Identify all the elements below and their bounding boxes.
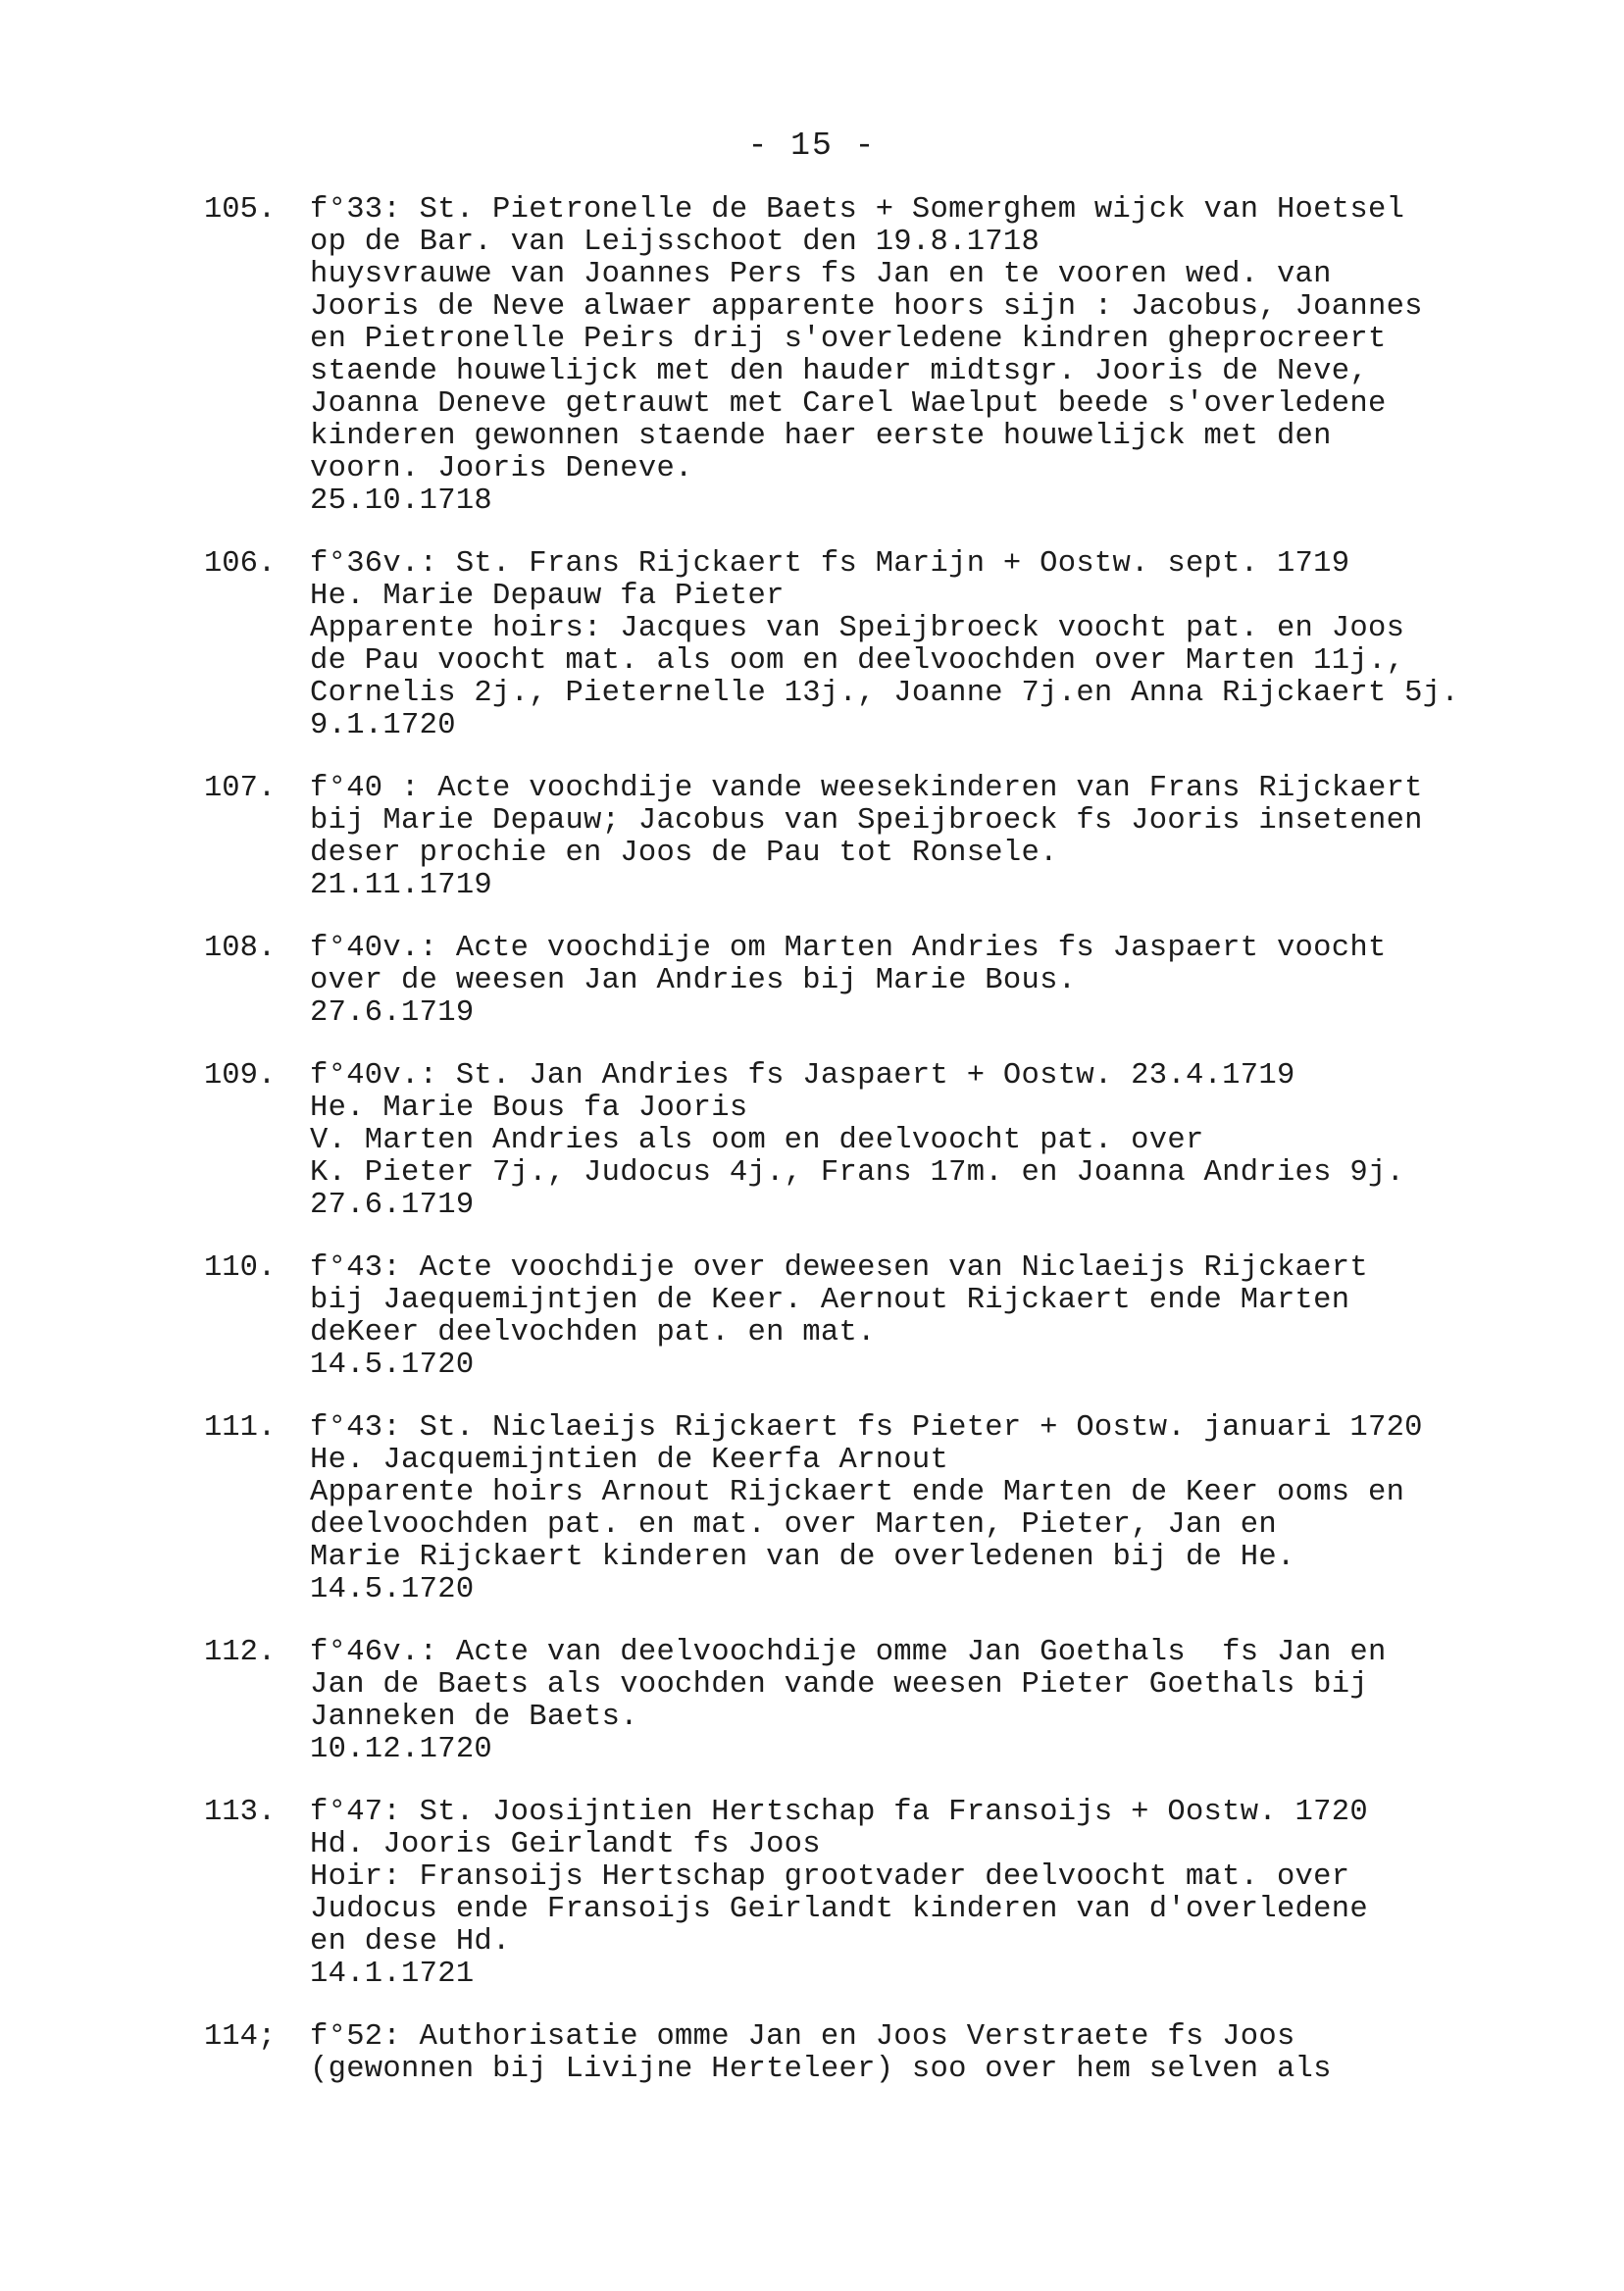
entry [204, 933, 1557, 1030]
entry-line: Jan de Baets als voochden vande weesen Pieter Goethals bij [310, 1668, 1368, 1702]
entry-number: 108. [204, 932, 277, 965]
entry-line: deser prochie en Joos de Pau tot Ronsele. [310, 837, 1058, 870]
entry [204, 773, 1557, 902]
entry [204, 2021, 1557, 2086]
entry-line: 14.5.1720 [310, 1349, 475, 1382]
entry-line: kinderen gewonnen staende haer eerste houwelijck met den [310, 420, 1332, 453]
entry-line: over de weesen Jan Andries bij Marie Bous. [310, 964, 1077, 997]
entry-line: He. Marie Depauw fa Pieter [310, 580, 785, 613]
entry-line: op de Bar. van Leijsschoot den 19.8.1718 [310, 226, 1040, 259]
entry-line: en dese Hd. [310, 1925, 511, 1959]
entry-line: Hd. Jooris Geirlandt fs Joos [310, 1828, 821, 1861]
entry [204, 548, 1557, 742]
page-number: - 15 - [747, 127, 877, 164]
entry-line: Cornelis 2j., Pieternelle 13j., Joanne 7j.en Anna Rijckaert 5j. [310, 677, 1459, 710]
entry-line: V. Marten Andries als oom en deelvoocht pat. over [310, 1124, 1204, 1157]
entry-number: 110. [204, 1251, 277, 1285]
entry-line: 10.12.1720 [310, 1733, 493, 1766]
entry-line: (gewonnen bij Livijne Herteleer) soo over hem selven als [310, 2053, 1332, 2086]
entry-line: f°40v.: Acte voochdije om Marten Andries fs Jaspaert voocht [310, 932, 1387, 965]
entry-line: deelvoochden pat. en mat. over Marten, Pieter, Jan en [310, 1508, 1277, 1542]
entry-line: de Pau voocht mat. als oom en deelvoochden over Marten 11j., [310, 644, 1405, 678]
entry-line: Janneken de Baets. [310, 1701, 638, 1734]
entry-line: Judocus ende Fransoijs Geirlandt kinderen van d'overledene [310, 1893, 1368, 1926]
entry-line: He. Marie Bous fa Jooris [310, 1092, 748, 1125]
entry-number: 114; [204, 2020, 277, 2054]
entry-line: Marie Rijckaert kinderen van de overledenen bij de He. [310, 1541, 1295, 1574]
entry-number: 109. [204, 1059, 277, 1093]
entry-line: f°43: Acte voochdije over deweesen van Niclaeijs Rijckaert [310, 1251, 1368, 1285]
entry-line: 14.1.1721 [310, 1958, 475, 1991]
entry-line: voorn. Jooris Deneve. [310, 452, 693, 485]
entry-line: f°47: St. Joosijntien Hertschap fa Fransoijs + Oostw. 1720 [310, 1796, 1368, 1829]
entry [204, 1252, 1557, 1382]
entry-number: 112. [204, 1636, 277, 1669]
entry-line: f°36v.: St. Frans Rijckaert fs Marijn + Oostw. sept. 1719 [310, 547, 1350, 581]
entry-line: Jooris de Neve alwaer apparente hoors sijn : Jacobus, Joannes [310, 290, 1423, 324]
entry-line: f°40 : Acte voochdije vande weesekinderen van Frans Rijckaert [310, 772, 1423, 805]
entry-line: 27.6.1719 [310, 1189, 475, 1222]
entry-line: f°40v.: St. Jan Andries fs Jaspaert + Oostw. 23.4.1719 [310, 1059, 1295, 1093]
entry-line: f°33: St. Pietronelle de Baets + Somerghem wijck van Hoetsel [310, 193, 1405, 227]
entry-number: 107. [204, 772, 277, 805]
entry-number: 111. [204, 1411, 277, 1445]
entry-number: 113. [204, 1796, 277, 1829]
entry-line: f°43: St. Niclaeijs Rijckaert fs Pieter + Oostw. januari 1720 [310, 1411, 1423, 1445]
entry-number: 105. [204, 193, 277, 227]
entry-line: 21.11.1719 [310, 869, 493, 902]
entry-line: 27.6.1719 [310, 996, 475, 1030]
entry-line: f°52: Authorisatie omme Jan en Joos Verstraete fs Joos [310, 2020, 1295, 2054]
entry-line: deKeer deelvochden pat. en mat. [310, 1316, 876, 1349]
entry [204, 1060, 1557, 1222]
entry-line: bij Marie Depauw; Jacobus van Speijbroeck fs Jooris insetenen [310, 804, 1423, 838]
entry-line: K. Pieter 7j., Judocus 4j., Frans 17m. en Joanna Andries 9j. [310, 1156, 1405, 1190]
entry-line: He. Jacquemijntien de Keerfa Arnout [310, 1444, 949, 1477]
entry [204, 1797, 1557, 1991]
entry-line: huysvrauwe van Joannes Pers fs Jan en te vooren wed. van [310, 258, 1332, 291]
entry-line: Apparente hoirs Arnout Rijckaert ende Marten de Keer ooms en [310, 1476, 1405, 1509]
entry-number: 106. [204, 547, 277, 581]
entry-line: 25.10.1718 [310, 484, 493, 518]
entry-line: 9.1.1720 [310, 709, 456, 742]
entry-line: f°46v.: Acte van deelvoochdije omme Jan Goethals fs Jan en [310, 1636, 1387, 1669]
entry-line: Joanna Deneve getrauwt met Carel Waelput beede s'overledene [310, 387, 1387, 421]
entry-line: 14.5.1720 [310, 1573, 475, 1606]
entry-line: en Pietronelle Peirs drij s'overledene kindren gheprocreert [310, 323, 1387, 356]
entry-line: bij Jaequemijntjen de Keer. Aernout Rijckaert ende Marten [310, 1284, 1350, 1317]
entry [204, 1637, 1557, 1766]
entry-line: staende houwelijck met den hauder midtsgr. Jooris de Neve, [310, 355, 1368, 388]
entry [204, 1412, 1557, 1606]
entry-line: Hoir: Fransoijs Hertschap grootvader deelvoocht mat. over [310, 1860, 1350, 1894]
entry [204, 194, 1557, 518]
entries-list [204, 194, 1557, 2116]
entry-line: Apparente hoirs: Jacques van Speijbroeck voocht pat. en Joos [310, 612, 1405, 645]
